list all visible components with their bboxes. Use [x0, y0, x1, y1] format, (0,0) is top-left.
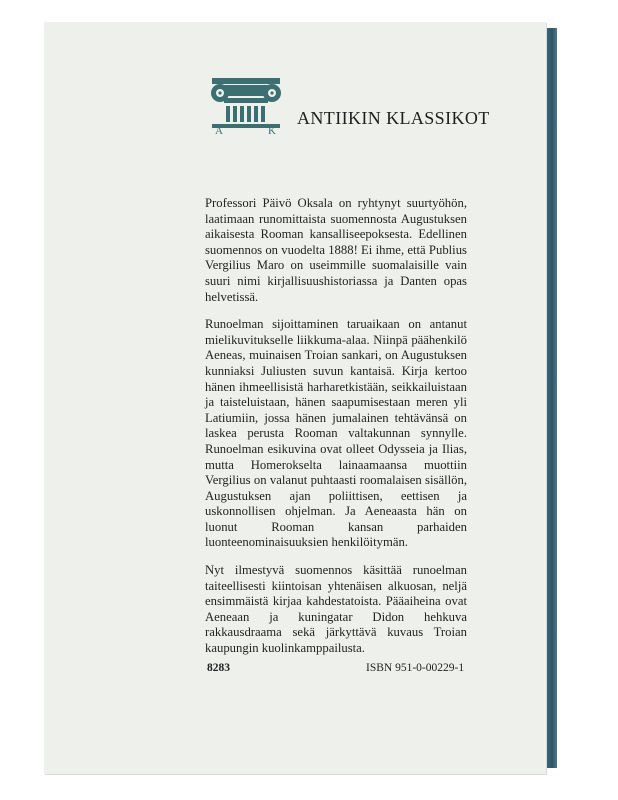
- logo-monogram-k: K: [268, 125, 276, 134]
- ionic-column-logo-icon: [210, 76, 282, 134]
- blurb-paragraph-3: Nyt ilmestyvä suomennos käsittää runoelman taiteellisesti kiintoisan yhtenäisen alkuosan, neljä ensimmäistä kirjaa kahdestatoista. Pääaiheina ovat Aeneaan ja kuningatar Didon hehkuva rakkausdraama sekä järkyttävä kuvaus Troian kaupungin kuolinkamppailusta.: [205, 563, 467, 656]
- catalog-code: 8283: [207, 662, 230, 674]
- blurb-text: [205, 196, 467, 669]
- blurb-paragraph-2: Runoelman sijoittaminen taruaikaan on antanut mielikuvitukselle liikkuma-alaa. Niinpä päähenkilö Aeneas, muinaisen Troian sankari, on Augustuksen kunniaksi Juliusten suvun kantaisä. Kirja kertoo hänen ihmeellisistä harharetkistään, seikkailuistaan ja taisteluistaan, hänen saapumisestaan meren yli Latiumiin, jossa hänen jumalainen tehtävänsä on laskea perusta Rooman valtakunnan synnylle. Runoelman esikuvina ovat olleet Odysseia ja Ilias, mutta Homerokselta lainaamaansa muottiin Vergilius on valanut puhtaasti roomalaisen sisällön, Augustuksen ajan poliittisen, eettisen ja uskonnollisen ohjelman. Ja Aeneaasta hän on luonut Rooman kansan parhaiden luonteenominaisuuksien henkilöitymän.: [205, 317, 467, 550]
- blurb-paragraph-1: Professori Päivö Oksala on ryhtynyt suurtyöhön, laatimaan runomittaista suomennosta Augustuksen aikaisesta Rooman kansalliseepoksesta. Edellinen suomennos on vuodelta 1888! Ei ihme, että Publius Vergilius Maro on useimmille suomalaisille vain suuri nimi kirjallisuushistoriassa ja Danten opas helvetissä.: [205, 196, 467, 304]
- series-header: [170, 60, 520, 140]
- series-title: ANTIIKIN KLASSIKOT: [297, 108, 490, 128]
- logo-monogram-a: A: [215, 125, 223, 134]
- isbn-number: ISBN 951-0-00229-1: [366, 662, 465, 674]
- book-spine-edge: [545, 28, 557, 768]
